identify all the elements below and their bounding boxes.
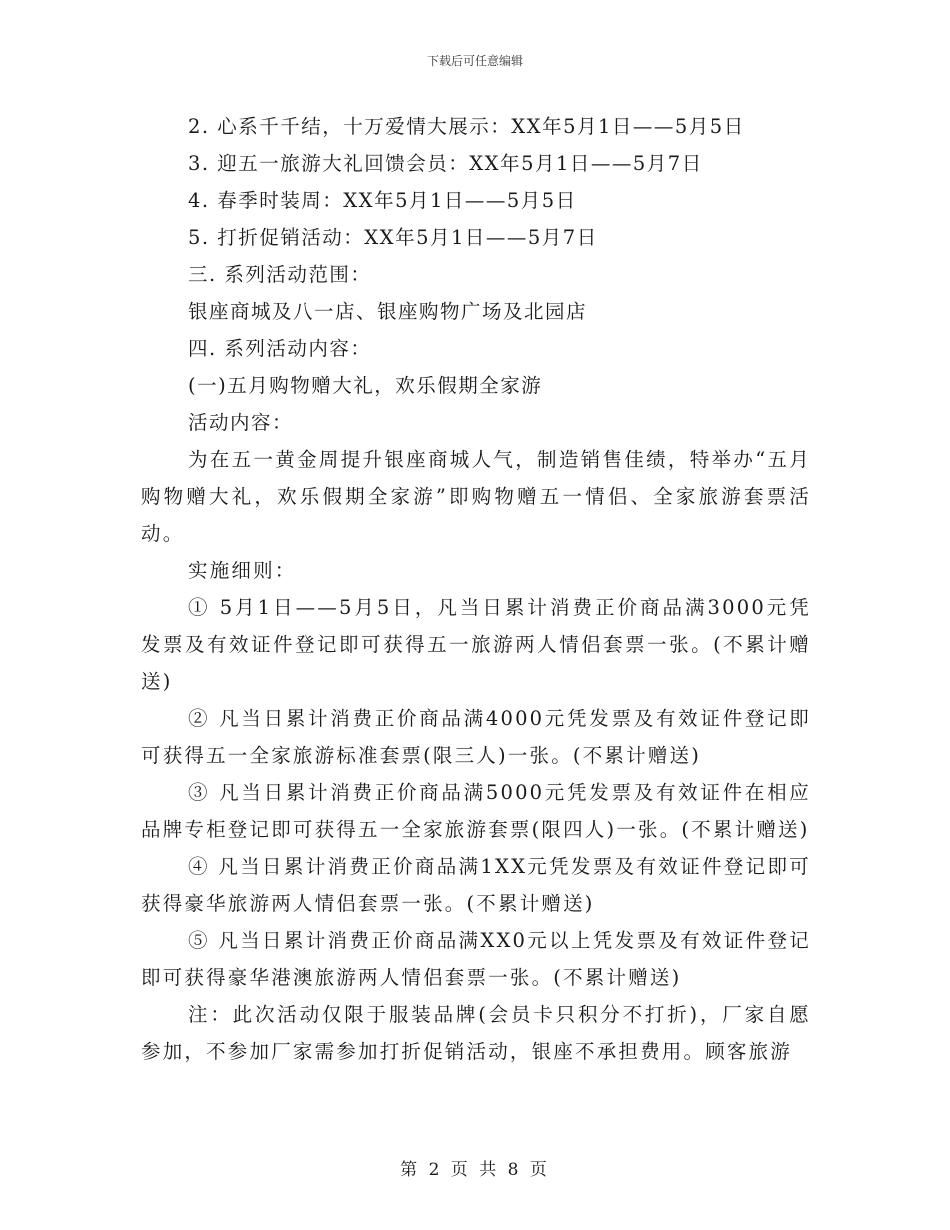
label-text: 活动内容： [188,411,294,434]
rule-item: ⑤ 凡当日累计消费正价商品满XX0元以上凭发票及有效证件登记即可获得豪华港澳旅游两人情侣套票一张。(不累计赠送) [141,929,811,989]
page-header: 下载后可任意编辑 [426,54,523,68]
note-paragraph: 注：此次活动仅限于服装品牌(会员卡只积分不打折)，厂家自愿参加，不参加厂家需参加打折促销活动，银座不承担费用。顾客旅游 [141,1003,811,1063]
rule-item: ④ 凡当日累计消费正价商品满1XX元凭发票及有效证件登记即可获得豪华旅游两人情侣套票一张。(不累计赠送) [141,855,811,915]
scope-text: 银座商城及八一店、银座购物广场及北园店 [188,300,588,323]
body-paragraph: 为在五一黄金周提升银座商城人气，制造销售佳绩，特举办“五月购物赠大礼，欢乐假期全家游”即购物赠五一情侣、全家旅游套票活动。 [141,448,811,545]
section-heading: 三. 系列活动范围： [188,263,372,286]
rule-item: ③ 凡当日累计消费正价商品满5000元凭发票及有效证件在相应品牌专柜登记即可获得五一全家旅游套票(限四人)一张。(不累计赠送) [141,781,811,841]
page-footer: 第 2 页 共 8 页 [400,1160,550,1180]
label-text: 实施细则： [188,559,297,582]
list-item: 2. 心系千千结，十万爱情大展示：XX年5月1日——5月5日 [188,115,745,138]
list-item: 4. 春季时装周：XX年5月1日——5月5日 [188,189,577,212]
rule-item: ① 5月1日——5月5日，凡当日累计消费正价商品满3000元凭发票及有效证件登记即可获得五一旅游两人情侣套票一张。(不累计赠送) [141,596,811,693]
section-heading: 四. 系列活动内容： [188,337,372,360]
list-item: 3. 迎五一旅游大礼回馈会员：XX年5月1日——5月7日 [188,152,703,175]
subsection-heading: (一)五月购物赠大礼，欢乐假期全家游 [188,374,543,397]
list-item: 5. 打折促销活动：XX年5月1日——5月7日 [188,226,598,249]
page-content [141,108,811,1070]
rule-item: ② 凡当日累计消费正价商品满4000元凭发票及有效证件登记即可获得五一全家旅游标准套票(限三人)一张。(不累计赠送) [141,707,811,767]
